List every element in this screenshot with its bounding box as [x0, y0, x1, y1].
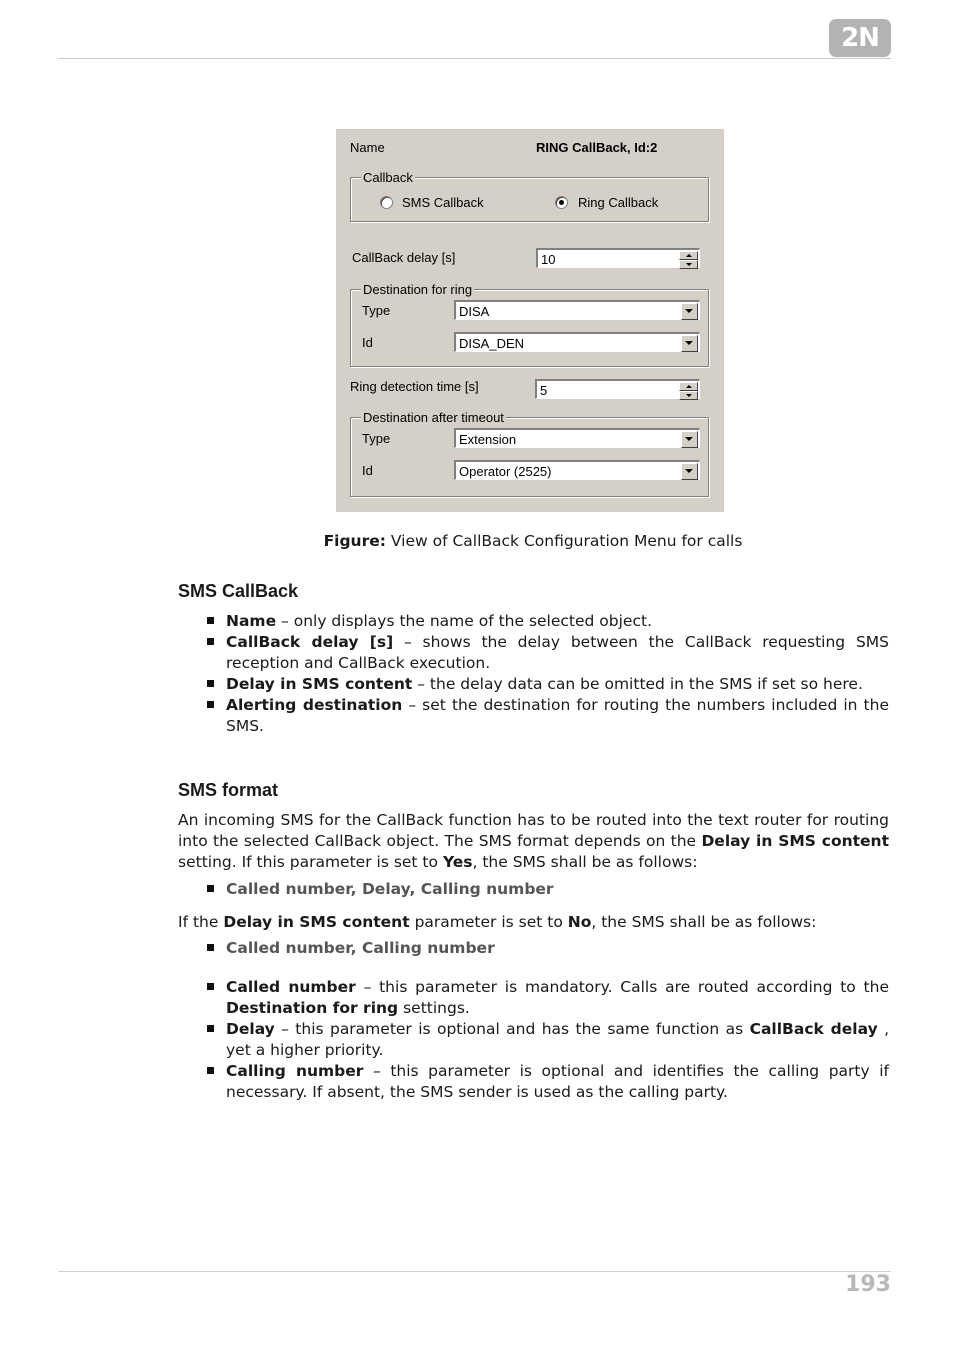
item-term: Destination for ring: [226, 999, 399, 1017]
sms-format-paragraph: [178, 810, 889, 873]
item-term: Delay in SMS content: [226, 675, 413, 693]
format-yes: Called number, Delay, Calling number: [226, 880, 554, 898]
list-item: [178, 632, 889, 674]
list-item: [178, 938, 889, 959]
spin-down-icon[interactable]: [679, 391, 698, 400]
ring-id-select[interactable]: [454, 332, 700, 352]
format-yes-list: [178, 879, 889, 900]
callback-delay-label: CallBack delay [s]: [352, 250, 456, 265]
footer-divider: [58, 1271, 891, 1272]
para-bold: Delay in SMS content: [223, 913, 410, 931]
sms-callback-radio[interactable]: [380, 196, 393, 209]
spin-down-icon[interactable]: [679, 260, 698, 269]
item-desc: – set the destination for routing the numbers included in the SMS.: [226, 696, 889, 735]
timeout-id-value: Operator (2525): [459, 464, 552, 479]
para-bold: Yes: [442, 853, 473, 871]
timeout-id-select[interactable]: [454, 460, 700, 480]
format-no: Called number, Calling number: [226, 939, 495, 957]
para-text: , the SMS shall be as follows:: [472, 853, 698, 871]
para-text: setting. If this parameter is set to: [178, 853, 443, 871]
list-item: [178, 977, 889, 1019]
name-label: Name: [350, 140, 385, 155]
spin-buttons[interactable]: [679, 251, 698, 267]
item-term: CallBack delay [s]: [226, 633, 394, 651]
ring-detection-spinner[interactable]: [535, 379, 700, 399]
item-term: Name: [226, 612, 277, 630]
list-item: [178, 611, 889, 632]
para-text: An incoming SMS for the CallBack function has to be routed into the text router for routing into the selected CallBack object. The SMS format depends on the: [178, 811, 889, 850]
item-desc: – this parameter is optional and identifies the calling party if necessary. If absent, the SMS sender is used as the calling party.: [226, 1062, 889, 1101]
sms-callback-list: [178, 611, 889, 737]
chevron-down-icon[interactable]: [681, 431, 698, 448]
item-term: Called number: [226, 978, 356, 996]
sms-format-paragraph-2: [178, 912, 889, 933]
callback-group-label: Callback: [363, 170, 413, 185]
callback-config-dialog: [336, 129, 724, 512]
item-desc: – this parameter is optional and has the same function as: [274, 1020, 750, 1038]
timeout-type-select[interactable]: [454, 428, 700, 448]
para-text: If the: [178, 913, 224, 931]
item-desc: settings.: [398, 999, 470, 1017]
ring-type-select[interactable]: [454, 300, 700, 320]
dest-timeout-group-label: Destination after timeout: [363, 410, 504, 425]
item-desc: – the delay data can be omitted in the SMS if set so here.: [412, 675, 863, 693]
ring-type-label: Type: [362, 303, 391, 318]
caption-text: View of CallBack Configuration Menu for calls: [385, 532, 743, 550]
dest-ring-group-label: Destination for ring: [363, 282, 473, 297]
chevron-down-icon[interactable]: [681, 303, 698, 320]
timeout-type-label: Type: [362, 431, 391, 446]
section-heading-sms-format: SMS format: [178, 780, 279, 800]
timeout-id-label: Id: [362, 463, 373, 478]
list-item: [178, 1061, 889, 1103]
sms-callback-label: SMS Callback: [402, 195, 484, 210]
para-bold: Delay in SMS content: [701, 832, 889, 850]
para-bold: No: [567, 913, 592, 931]
item-term: CallBack delay: [749, 1020, 878, 1038]
item-desc: – shows the delay between the CallBack requesting SMS reception and CallBack execution.: [226, 633, 889, 672]
item-term: Alerting destination: [226, 696, 403, 714]
section-heading-sms-callback: SMS CallBack: [178, 581, 299, 601]
spin-buttons[interactable]: [679, 382, 698, 398]
ring-detection-label: Ring detection time [s]: [350, 379, 479, 394]
page-number: 193: [845, 1272, 891, 1297]
item-desc: – this parameter is mandatory. Calls are routed according to the: [355, 978, 889, 996]
list-item: [178, 695, 889, 737]
ring-callback-radio[interactable]: [555, 196, 568, 209]
item-term: Calling number: [226, 1062, 364, 1080]
item-desc: – only displays the name of the selected object.: [276, 612, 652, 630]
chevron-down-icon[interactable]: [681, 463, 698, 480]
timeout-type-value: Extension: [459, 432, 517, 447]
header-divider: [58, 58, 891, 59]
list-item: [178, 879, 889, 900]
item-term: Delay: [226, 1020, 275, 1038]
ring-id-value: DISA_DEN: [459, 336, 525, 351]
list-item: [178, 674, 889, 695]
parameter-list: [178, 977, 889, 1103]
caption-label: Figure:: [323, 532, 386, 550]
ring-type-value: DISA: [459, 304, 490, 319]
brand-logo: 2N: [829, 19, 891, 57]
spin-up-icon[interactable]: [679, 382, 698, 391]
ring-id-label: Id: [362, 335, 373, 350]
list-item: [178, 1019, 889, 1061]
callback-delay-spinner[interactable]: [536, 248, 700, 268]
item-desc: , yet a higher priority.: [226, 1020, 890, 1059]
chevron-down-icon[interactable]: [681, 335, 698, 352]
name-value: RING CallBack, Id:2: [536, 140, 658, 155]
ring-detection-value: 5: [540, 383, 548, 398]
para-text: , the SMS shall be as follows:: [591, 913, 817, 931]
callback-delay-value: 10: [541, 252, 556, 267]
ring-callback-label: Ring Callback: [578, 195, 659, 210]
para-text: parameter is set to: [409, 913, 568, 931]
figure-caption: [0, 532, 954, 550]
format-no-list: [178, 938, 889, 959]
spin-up-icon[interactable]: [679, 251, 698, 260]
